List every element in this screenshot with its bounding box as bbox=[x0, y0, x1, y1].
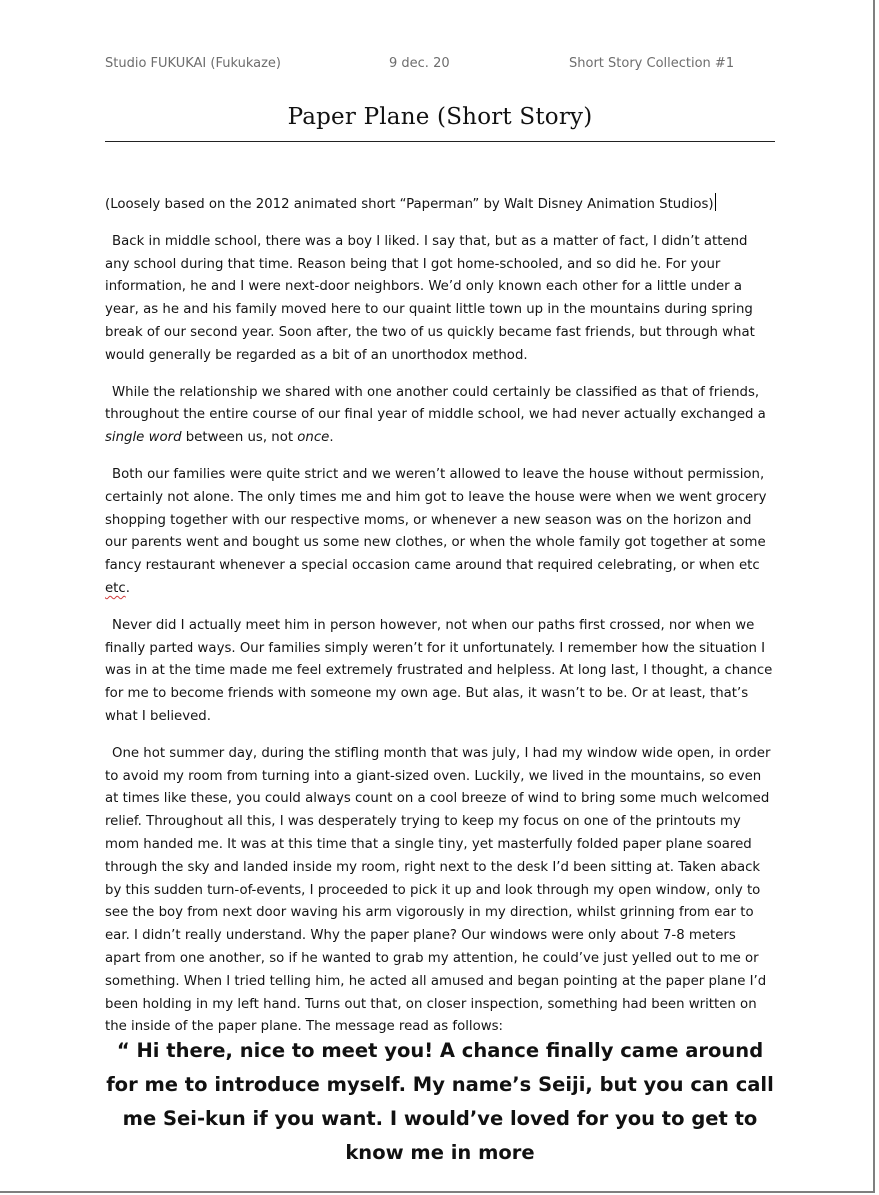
paragraph-2-emphasis-2: once bbox=[297, 430, 330, 446]
paragraph-2-text-b: between us, not bbox=[181, 430, 298, 446]
text-cursor bbox=[715, 193, 716, 211]
paragraph-2-text-c: . bbox=[329, 430, 334, 446]
header-date: 9 dec. 20 bbox=[389, 56, 450, 71]
spellcheck-flag[interactable]: etc bbox=[105, 580, 126, 596]
header-studio: Studio FUKUKAI (Fukukaze) bbox=[105, 56, 281, 71]
paragraph-3-text-a: Both our families were quite strict and we weren’t allowed to leave the house without permission, certainly not alone. The only times me and him got to leave the house were when we went grocery shopping together with our respective moms, or whenever a new season was on the horizon and our parents went and bought us some new clothes, or when the whole family got together at some fancy restaurant whenever a special occasion came around that required celebrating, or when etc bbox=[105, 466, 767, 574]
document-title: Paper Plane (Short Story) bbox=[287, 104, 593, 130]
paragraph-3-text-b: . bbox=[125, 580, 130, 596]
title-underline bbox=[105, 141, 775, 142]
source-note-text: (Loosely based on the 2012 animated short “Paperman” by Walt Disney Animation Studios) bbox=[105, 197, 714, 212]
paragraph-5: One hot summer day, during the stifling month that was july, I had my window wide open, in order to avoid my room from turning into a giant-sized oven. Luckily, we lived in the mountains, so even at times like these, you could always count on a cool breeze of wind to bring some much welcomed relief. Throughout all this, I was desperately trying to keep my focus on one of the printouts my mom handed me. It was at this time that a single tiny, yet masterfully folded paper plane soared through the sky and landed inside my room, right next to the desk I’d been sitting at. Taken aback by this sudden turn-of-events, I proceeded to pick it up and look through my open window, only to see the boy from next door waving his arm vigorously in my direction, whilst grinning from ear to ear. I didn’t really understand. Why the paper plane? Our windows were only about 7-8 meters apart from one another, so if he wanted to grab my attention, he could’ve just yelled out to me or something. When I tried telling him, he acted all amused and began pointing at the paper plane I’d been holding in my left hand. Turns out that, on closer inspection, something had been written on the inside of the paper plane. The message read as follows: bbox=[105, 745, 771, 1035]
document-body[interactable] bbox=[105, 193, 775, 1053]
header-collection: Short Story Collection #1 bbox=[569, 56, 735, 71]
source-note bbox=[105, 193, 775, 217]
paragraph-4: Never did I actually meet him in person however, not when our paths first crossed, nor when we finally parted ways. Our families simply weren’t for it unfortunately. I remember how the situation I was in at the time made me feel extremely frustrated and helpless. At long last, I thought, a chance for me to become friends with someone my own age. But alas, it wasn’t to be. Or at least, that’s what I believed. bbox=[105, 617, 773, 724]
paragraph-2-text-a: While the relationship we shared with one another could certainly be classified as that of friends, throughout the entire course of our final year of middle school, we had never actually exchanged a bbox=[105, 384, 766, 423]
letter-quote: “ Hi there, nice to meet you! A chance finally came around for me to introduce myself. My name’s Seiji, but you can call me Sei-kun if you want. I would’ve loved for you to get to know me in more bbox=[106, 1039, 774, 1164]
paragraph-2 bbox=[105, 382, 775, 450]
paragraph-2-emphasis-1: single word bbox=[105, 430, 182, 446]
paragraph-3 bbox=[105, 464, 775, 601]
paragraph-1: Back in middle school, there was a boy I liked. I say that, but as a matter of fact, I didn’t attend any school during that time. Reason being that I got home-schooled, and so did he. For your information, he and I were next-door neighbors. We’d only known each other for a little under a year, as he and his family moved here to our quaint little town up in the mountains during spring break of our second year. Soon after, the two of us quickly became fast friends, but through what would generally be regarded as a bit of an unorthodox method. bbox=[105, 233, 755, 363]
